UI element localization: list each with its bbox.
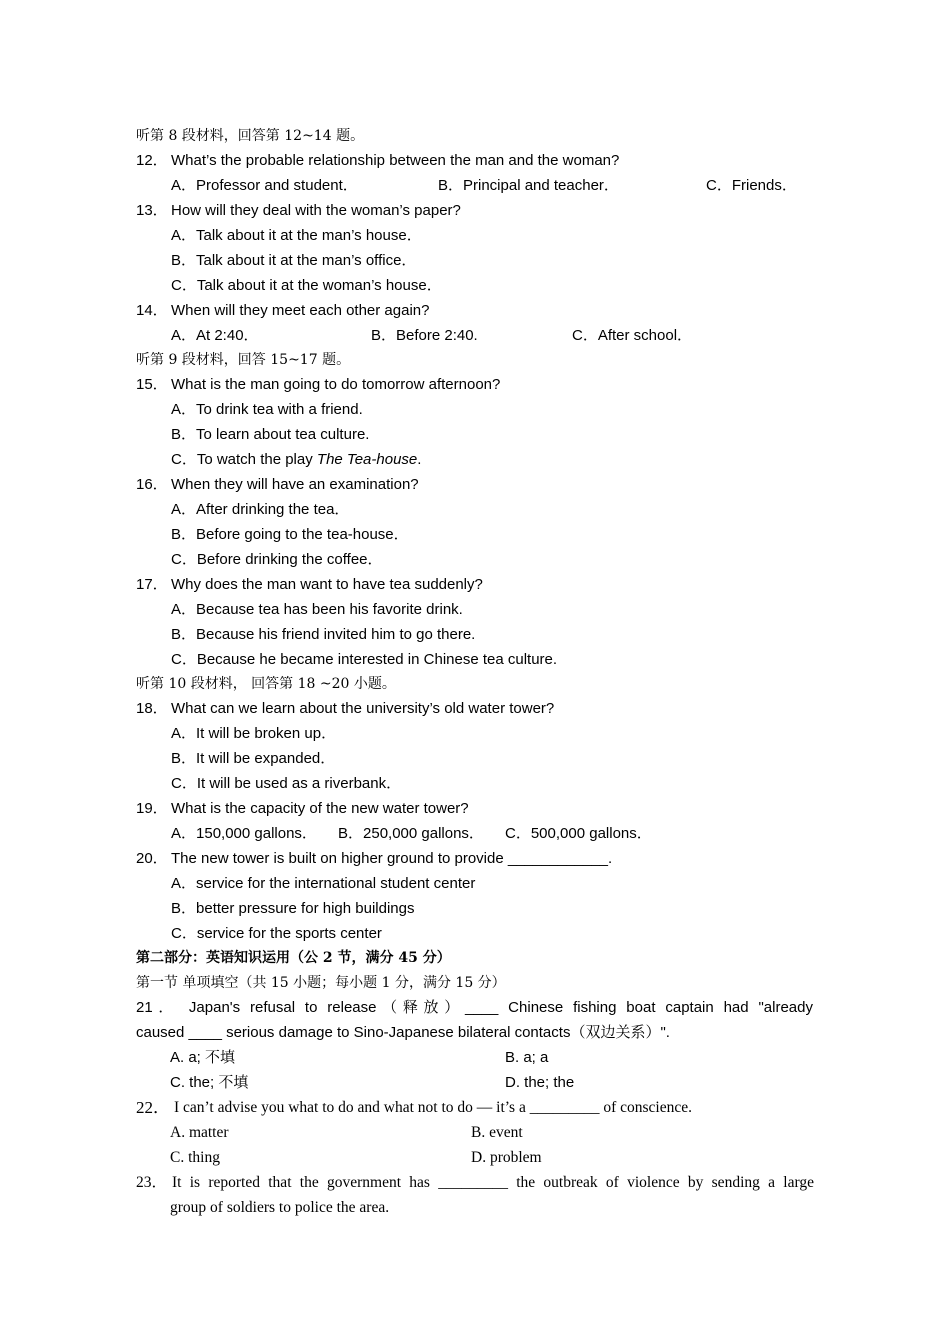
option-c-text: C．service for the sports center [171, 925, 382, 942]
question-number: 12． [136, 152, 168, 169]
option-b-text: B．Before going to the tea-house． [171, 526, 409, 543]
question-number: 23． [136, 1174, 168, 1191]
part-2-title: 第二部分：英语知识运用（公 2 节，满分 45 分） [136, 950, 451, 966]
question-number: 13． [136, 202, 168, 219]
option-a-text: A．It will be broken up． [171, 725, 337, 742]
option-c-text [171, 450, 421, 470]
option-a: A．At 2:40． [171, 327, 259, 344]
question-number: 15． [136, 376, 168, 393]
question-number: 22． [136, 1098, 170, 1117]
option-c-text: C．Talk about it at the woman’s house． [171, 277, 442, 294]
section-10-header: 听第 10 段材料， 回答第 18 ~20 小题。 [136, 676, 396, 692]
option-b-text: B．Talk about it at the man’s office． [171, 252, 417, 269]
option-a-text: A．Talk about it at the man’s house． [171, 227, 422, 244]
option-b-text: B．Because his friend invited him to go there. [171, 626, 476, 643]
question-text: Why does the man want to have tea suddenly? [171, 576, 483, 593]
option-a-text: A．After drinking the tea． [171, 501, 350, 518]
question-number: 20． [136, 850, 168, 867]
option-a-text: A．Because tea has been his favorite drink. [171, 601, 463, 618]
option-c: C．Friends． [706, 177, 797, 194]
option-a-text: A．service for the international student center [171, 875, 476, 892]
option-b-text: B．To learn about tea culture. [171, 426, 370, 443]
question-text: What’s the probable relationship between the man and the woman? [171, 152, 620, 169]
option-b-text: B．It will be expanded． [171, 750, 336, 767]
option-b: B. a; a [505, 1049, 549, 1066]
option-c: C．500,000 gallons． [505, 825, 652, 842]
question-text: What is the capacity of the new water tower? [171, 800, 469, 817]
option-b: B．250,000 gallons． [338, 825, 484, 842]
option-b-text: B．better pressure for high buildings [171, 900, 415, 917]
question-text: I can’t advise you what to do and what not to do — it’s a _________ of conscience. [174, 1099, 692, 1116]
question-number: 18． [136, 700, 168, 717]
question-23-line-2: group of soldiers to police the area. [170, 1199, 390, 1216]
option-b: B. event [471, 1124, 523, 1141]
question-number: 16． [136, 476, 168, 493]
option-c: C. the; 不填 [170, 1074, 249, 1091]
option-c-text: C．It will be used as a riverbank． [171, 775, 402, 792]
option-d: D. problem [471, 1149, 542, 1166]
option-a: A. matter [170, 1124, 229, 1141]
option-d: D. the; the [505, 1074, 575, 1091]
option-a: A．150,000 gallons． [171, 825, 317, 842]
question-21-line-2: caused ____ serious damage to Sino-Japanese bilateral contacts（双边关系）". [136, 1024, 670, 1041]
question-text: When they will have an examination? [171, 476, 419, 493]
question-text: The new tower is built on higher ground to provide ____________. [171, 850, 613, 867]
option-c-suffix: . [417, 451, 422, 468]
option-b: B．Before 2:40. [371, 327, 478, 344]
question-text-line-1: It is reported that the government has _________ the outbreak of violence by sending a large [172, 1174, 814, 1191]
question-text: When will they meet each other again? [171, 302, 430, 319]
option-a-text: A．To drink tea with a friend. [171, 401, 363, 418]
question-number: 19． [136, 800, 168, 817]
section-9-header: 听第 9 段材料，回答 15~17 题。 [136, 352, 351, 368]
option-c-prefix: C．To watch the play [171, 451, 317, 468]
question-number: 14． [136, 302, 168, 319]
option-c: C．After school． [572, 327, 693, 344]
section-8-header: 听第 8 段材料，回答第 12~14 题。 [136, 128, 365, 144]
option-c-text: C．Because he became interested in Chinese tea culture. [171, 651, 558, 668]
option-c: C. thing [170, 1149, 220, 1166]
play-title: The Tea-house [316, 451, 418, 468]
question-text: What can we learn about the university’s old water tower? [171, 700, 555, 717]
option-a: A．Professor and student． [171, 177, 358, 194]
question-text: How will they deal with the woman’s paper? [171, 202, 461, 219]
question-21-line-1: 21． Japan's refusal to release（释放）____ Chinese fishing boat captain had "already [136, 999, 813, 1016]
question-number: 17． [136, 576, 168, 593]
question-text: What is the man going to do tomorrow afternoon? [171, 376, 501, 393]
option-b: B．Principal and teacher． [438, 177, 619, 194]
option-a: A. a; 不填 [170, 1049, 236, 1066]
option-c-text: C．Before drinking the coffee． [171, 551, 383, 568]
section-1-title: 第一节 单项填空（共 15 小题；每小题 1 分，满分 15 分） [136, 975, 506, 991]
